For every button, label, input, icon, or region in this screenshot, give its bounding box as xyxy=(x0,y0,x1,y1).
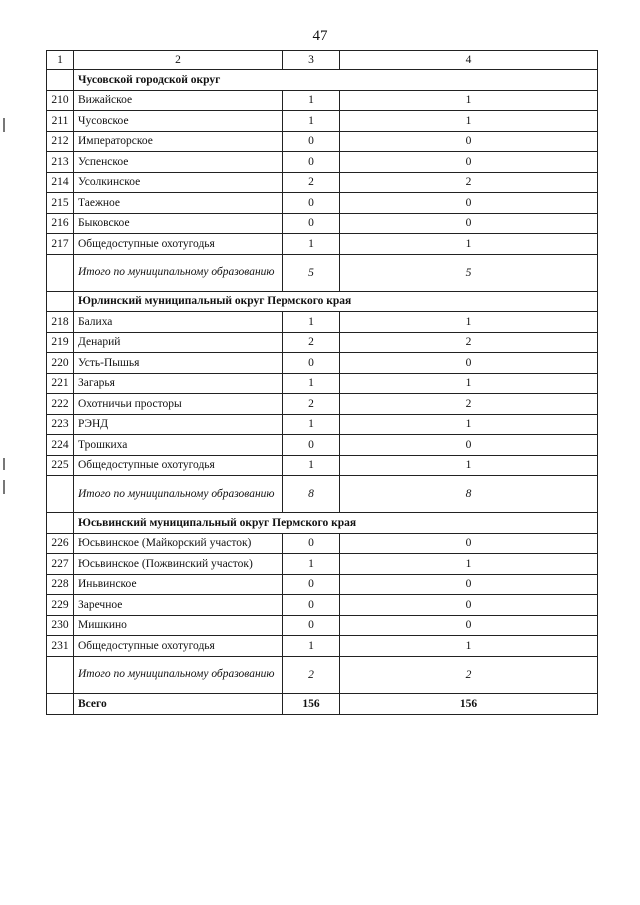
ground-name: Вижайское xyxy=(74,90,283,111)
subtotal-col-4: 2 xyxy=(340,656,598,693)
table-row xyxy=(47,332,598,353)
scan-mark xyxy=(3,118,5,132)
row-number: 220 xyxy=(47,353,74,374)
section-row xyxy=(47,70,598,91)
subtotal-col-3: 8 xyxy=(283,476,340,513)
value-col-4: 1 xyxy=(340,636,598,657)
row-number-cell xyxy=(47,70,74,91)
row-number: 223 xyxy=(47,414,74,435)
section-title: Чусовской городской округ xyxy=(74,70,598,91)
value-col-4: 1 xyxy=(340,455,598,476)
value-col-3: 0 xyxy=(283,595,340,616)
ground-name: Общедоступные охотугодья xyxy=(74,636,283,657)
column-header-3: 3 xyxy=(283,51,340,70)
section-row xyxy=(47,291,598,312)
row-number: 213 xyxy=(47,152,74,173)
total-col-3: 156 xyxy=(283,693,340,714)
table-row xyxy=(47,131,598,152)
row-number: 214 xyxy=(47,172,74,193)
value-col-4: 2 xyxy=(340,332,598,353)
column-header-1: 1 xyxy=(47,51,74,70)
column-header-2: 2 xyxy=(74,51,283,70)
value-col-3: 0 xyxy=(283,615,340,636)
value-col-3: 1 xyxy=(283,414,340,435)
ground-name: Мишкино xyxy=(74,615,283,636)
subtotal-label: Итого по муниципальному образованию xyxy=(74,254,283,291)
value-col-4: 1 xyxy=(340,414,598,435)
value-col-4: 0 xyxy=(340,353,598,374)
row-number: 217 xyxy=(47,234,74,255)
row-number: 210 xyxy=(47,90,74,111)
value-col-3: 0 xyxy=(283,435,340,456)
table-row xyxy=(47,234,598,255)
hunting-grounds-table xyxy=(46,50,598,715)
row-number: 216 xyxy=(47,213,74,234)
value-col-3: 0 xyxy=(283,213,340,234)
row-number-cell xyxy=(47,254,74,291)
subtotal-col-3: 2 xyxy=(283,656,340,693)
subtotal-col-4: 5 xyxy=(340,254,598,291)
section-row xyxy=(47,513,598,534)
row-number: 219 xyxy=(47,332,74,353)
table-row xyxy=(47,455,598,476)
subtotal-col-4: 8 xyxy=(340,476,598,513)
ground-name: Трошкиха xyxy=(74,435,283,456)
value-col-3: 1 xyxy=(283,554,340,575)
value-col-3: 1 xyxy=(283,636,340,657)
table-row xyxy=(47,213,598,234)
ground-name: Иньвинское xyxy=(74,574,283,595)
row-number-cell xyxy=(47,476,74,513)
ground-name: Успенское xyxy=(74,152,283,173)
value-col-4: 0 xyxy=(340,595,598,616)
row-number: 224 xyxy=(47,435,74,456)
total-row xyxy=(47,693,598,714)
table-row xyxy=(47,373,598,394)
ground-name: Императорское xyxy=(74,131,283,152)
value-col-3: 1 xyxy=(283,455,340,476)
column-header-4: 4 xyxy=(340,51,598,70)
value-col-4: 2 xyxy=(340,394,598,415)
value-col-3: 1 xyxy=(283,373,340,394)
ground-name: Общедоступные охотугодья xyxy=(74,234,283,255)
ground-name: Усть-Пышья xyxy=(74,353,283,374)
value-col-3: 1 xyxy=(283,90,340,111)
row-number: 218 xyxy=(47,312,74,333)
table-row xyxy=(47,312,598,333)
value-col-3: 0 xyxy=(283,131,340,152)
table-header-row xyxy=(47,51,598,70)
value-col-3: 0 xyxy=(283,574,340,595)
scan-mark xyxy=(3,480,5,494)
ground-name: Загарья xyxy=(74,373,283,394)
subtotal-col-3: 5 xyxy=(283,254,340,291)
row-number: 231 xyxy=(47,636,74,657)
ground-name: Усолкинское xyxy=(74,172,283,193)
table-row xyxy=(47,353,598,374)
row-number: 228 xyxy=(47,574,74,595)
ground-name: Общедоступные охотугодья xyxy=(74,455,283,476)
ground-name: Денарий xyxy=(74,332,283,353)
scan-mark xyxy=(3,458,5,470)
value-col-4: 0 xyxy=(340,574,598,595)
row-number: 225 xyxy=(47,455,74,476)
table-row xyxy=(47,172,598,193)
total-col-4: 156 xyxy=(340,693,598,714)
value-col-3: 2 xyxy=(283,394,340,415)
value-col-4: 1 xyxy=(340,554,598,575)
total-label: Всего xyxy=(74,693,283,714)
table-row xyxy=(47,435,598,456)
value-col-4: 1 xyxy=(340,90,598,111)
ground-name: Быковское xyxy=(74,213,283,234)
row-number-cell xyxy=(47,656,74,693)
value-col-4: 0 xyxy=(340,615,598,636)
value-col-3: 0 xyxy=(283,533,340,554)
row-number-cell xyxy=(47,513,74,534)
value-col-3: 1 xyxy=(283,312,340,333)
subtotal-row xyxy=(47,254,598,291)
ground-name: Заречное xyxy=(74,595,283,616)
page-number: 47 xyxy=(312,28,328,44)
value-col-3: 0 xyxy=(283,152,340,173)
subtotal-label: Итого по муниципальному образованию xyxy=(74,476,283,513)
row-number-cell xyxy=(47,291,74,312)
row-number-cell xyxy=(47,693,74,714)
table-row xyxy=(47,394,598,415)
table-row xyxy=(47,90,598,111)
section-title: Юсьвинский муниципальный округ Пермского края xyxy=(74,513,598,534)
value-col-4: 0 xyxy=(340,193,598,214)
value-col-4: 0 xyxy=(340,152,598,173)
value-col-3: 0 xyxy=(283,193,340,214)
value-col-4: 0 xyxy=(340,213,598,234)
row-number: 212 xyxy=(47,131,74,152)
row-number: 211 xyxy=(47,111,74,132)
table-body xyxy=(47,70,598,715)
value-col-4: 0 xyxy=(340,533,598,554)
value-col-4: 1 xyxy=(340,111,598,132)
row-number: 222 xyxy=(47,394,74,415)
subtotal-label: Итого по муниципальному образованию xyxy=(74,656,283,693)
table-row xyxy=(47,595,598,616)
value-col-4: 2 xyxy=(340,172,598,193)
value-col-3: 2 xyxy=(283,172,340,193)
table-row xyxy=(47,533,598,554)
table-row xyxy=(47,574,598,595)
table-row xyxy=(47,193,598,214)
value-col-4: 0 xyxy=(340,131,598,152)
table-row xyxy=(47,414,598,435)
ground-name: Юсьвинское (Майкорский участок) xyxy=(74,533,283,554)
table-row xyxy=(47,615,598,636)
ground-name: Таежное xyxy=(74,193,283,214)
value-col-3: 1 xyxy=(283,111,340,132)
value-col-4: 1 xyxy=(340,234,598,255)
table-row xyxy=(47,111,598,132)
row-number: 229 xyxy=(47,595,74,616)
subtotal-row xyxy=(47,656,598,693)
row-number: 215 xyxy=(47,193,74,214)
table-row xyxy=(47,152,598,173)
value-col-4: 1 xyxy=(340,312,598,333)
ground-name: Юсьвинское (Пожвинский участок) xyxy=(74,554,283,575)
ground-name: Балиха xyxy=(74,312,283,333)
value-col-4: 0 xyxy=(340,435,598,456)
ground-name: Охотничьи просторы xyxy=(74,394,283,415)
row-number: 226 xyxy=(47,533,74,554)
row-number: 227 xyxy=(47,554,74,575)
ground-name: Чусовское xyxy=(74,111,283,132)
value-col-4: 1 xyxy=(340,373,598,394)
row-number: 230 xyxy=(47,615,74,636)
table-row xyxy=(47,554,598,575)
value-col-3: 0 xyxy=(283,353,340,374)
value-col-3: 1 xyxy=(283,234,340,255)
table-row xyxy=(47,636,598,657)
row-number: 221 xyxy=(47,373,74,394)
ground-name: РЭНД xyxy=(74,414,283,435)
value-col-3: 2 xyxy=(283,332,340,353)
section-title: Юрлинский муниципальный округ Пермского края xyxy=(74,291,598,312)
subtotal-row xyxy=(47,476,598,513)
